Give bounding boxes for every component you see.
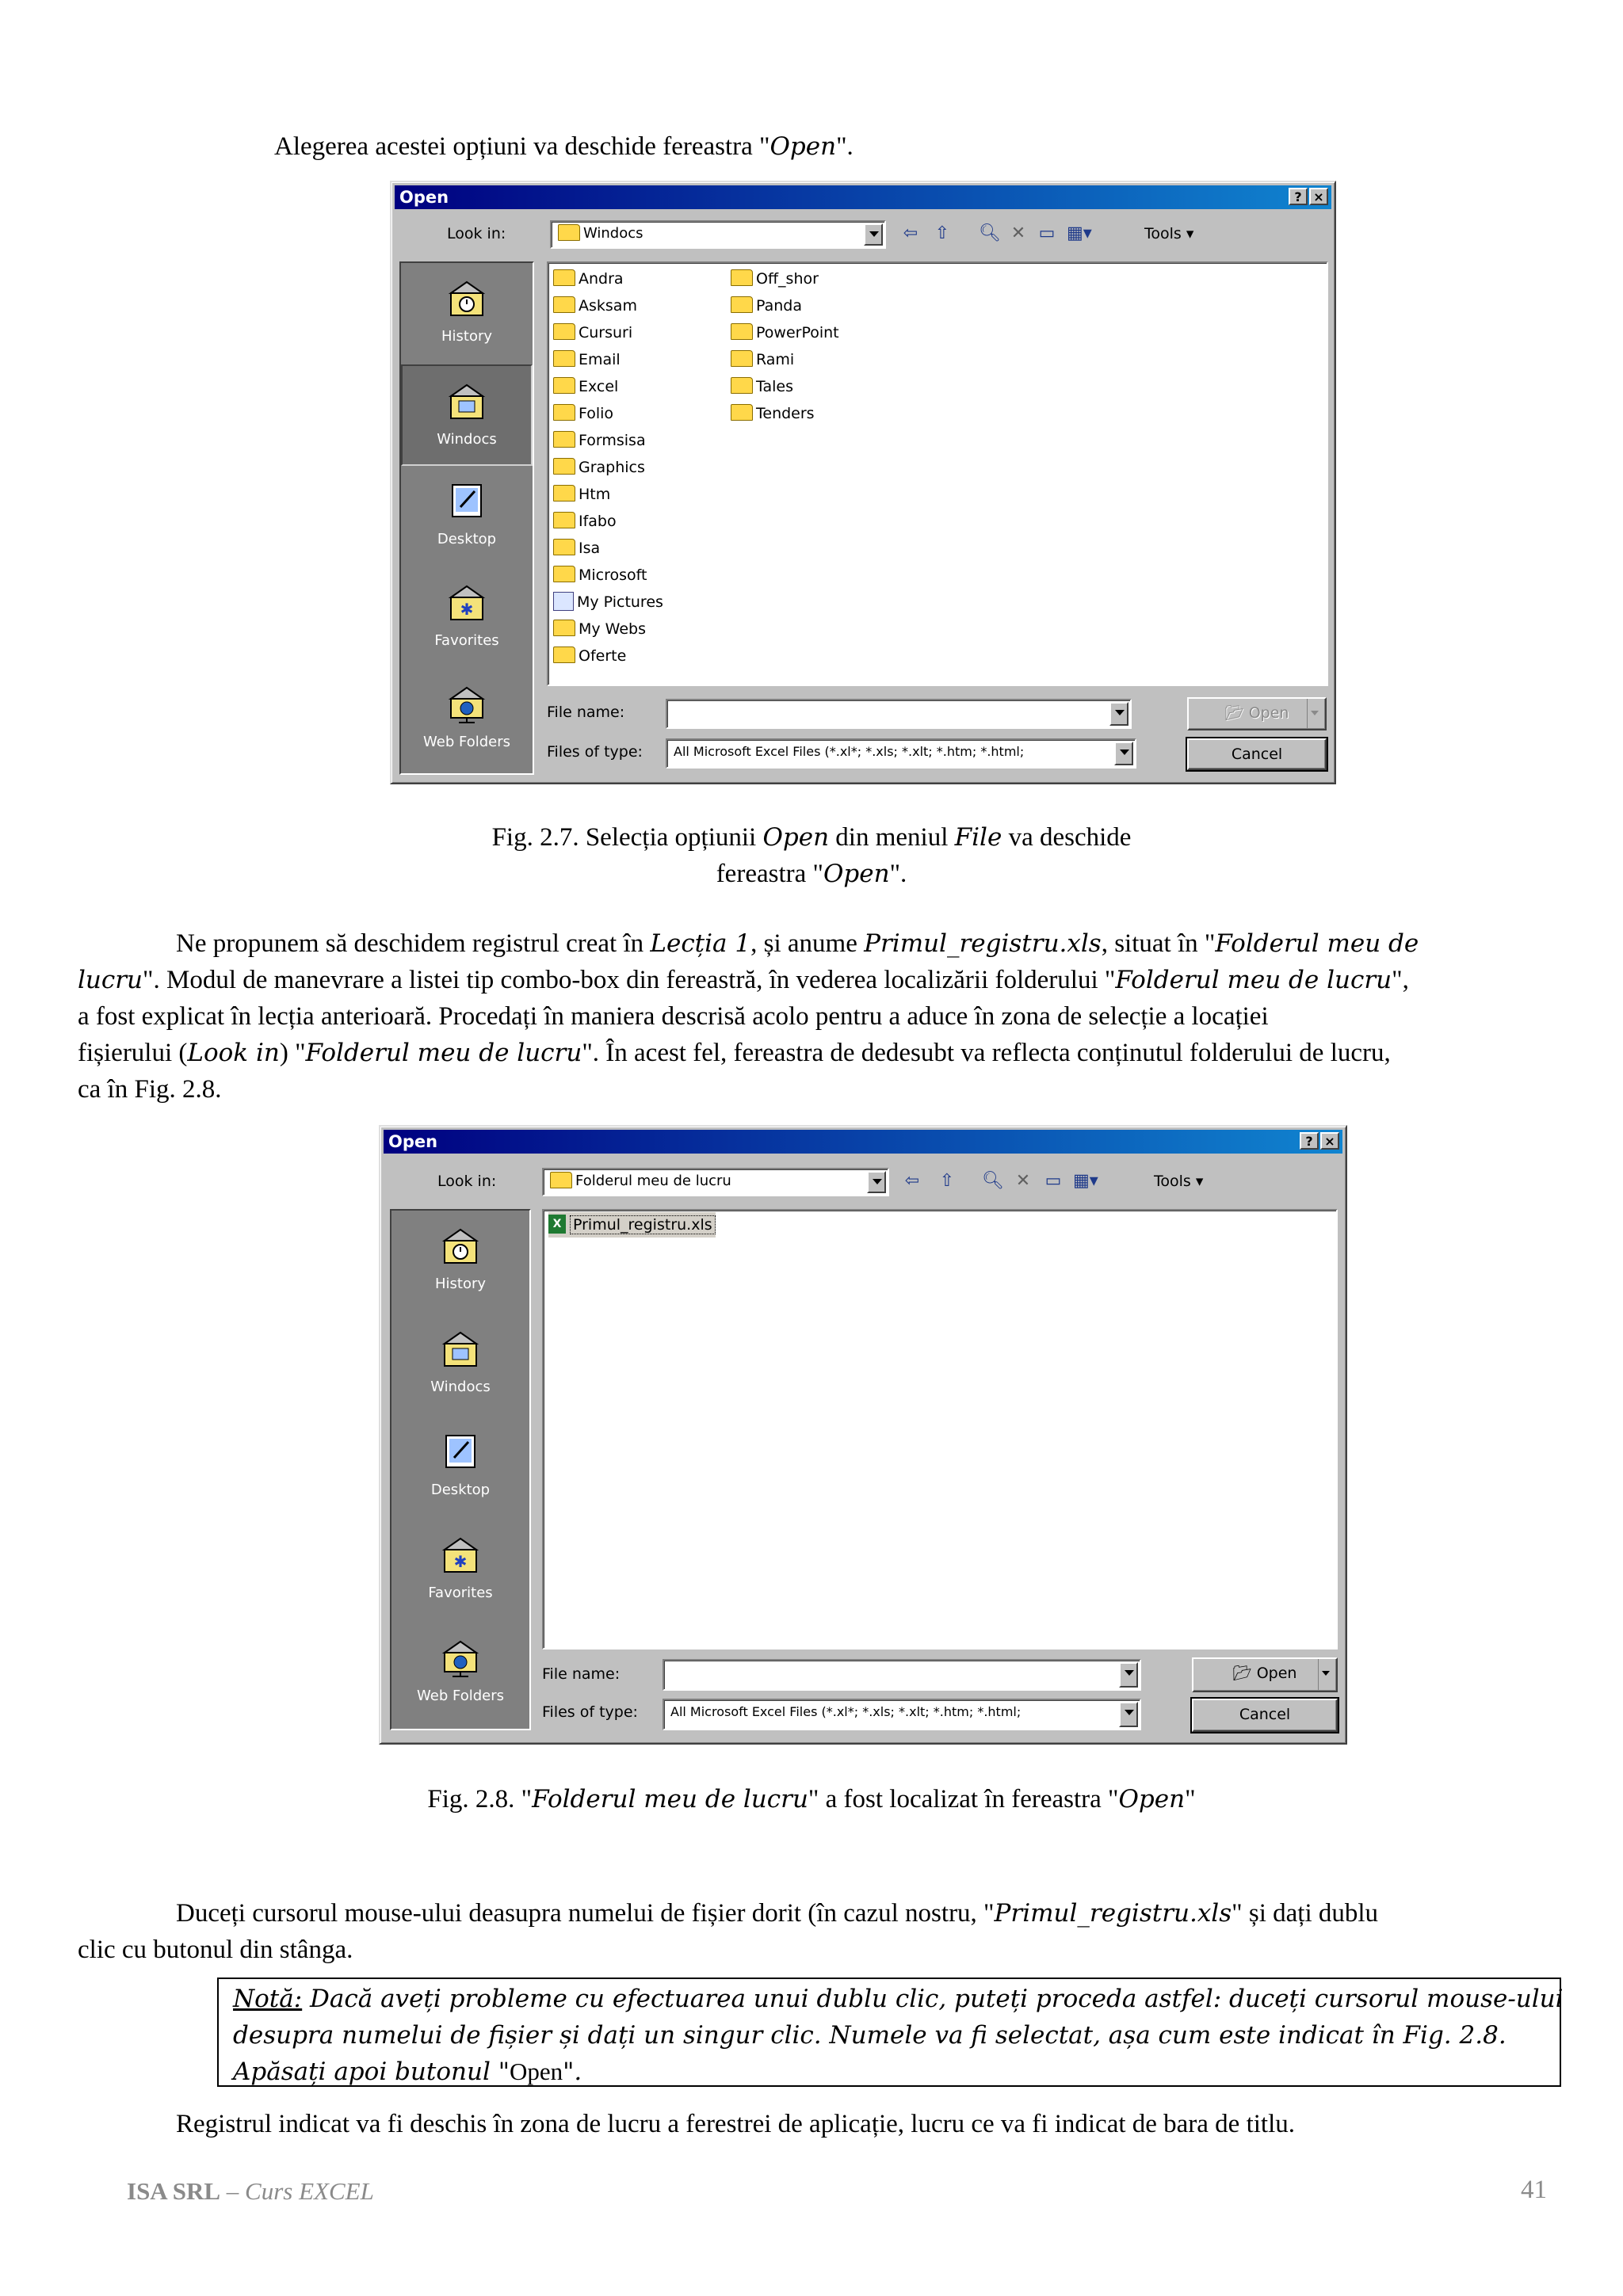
back-icon[interactable]: ⇦ — [903, 223, 918, 243]
list-item[interactable]: Panda — [731, 293, 802, 318]
list-item[interactable]: Isa — [553, 536, 600, 561]
search-web-icon[interactable]: 🔍︎ — [982, 1171, 1004, 1191]
open-dialog-2 — [379, 1125, 1347, 1745]
body-paragraph: Registrul indicat va fi deschis în zona de lucru a ferestrei de aplicație, lucru ce va fi indicat de bara de titlu. — [176, 2110, 1296, 2138]
folder-icon — [553, 431, 575, 448]
list-item[interactable]: Cursuri — [553, 320, 632, 345]
tools-menu[interactable]: Tools ▾ — [1144, 225, 1194, 242]
list-item[interactable]: PowerPoint — [731, 320, 839, 345]
folder-icon — [553, 566, 575, 582]
dialog-title: Open — [388, 1132, 438, 1151]
history-icon — [443, 277, 491, 318]
place-desktop[interactable]: Desktop — [391, 1417, 529, 1518]
list-item[interactable]: Email — [553, 347, 621, 372]
new-folder-icon[interactable]: ▭ — [1038, 223, 1056, 243]
body-paragraph: Duceți cursorul mouse-ului deasupra numelui de fișier dorit (în cazul nostru, "Primul_registru.xls" și dați dublu clic cu butonul din stânga. — [78, 1899, 1379, 1964]
desktop-icon — [443, 480, 491, 521]
folder-icon — [731, 296, 753, 313]
favorites-icon — [443, 582, 491, 623]
place-history[interactable]: History — [391, 1211, 529, 1312]
file-list[interactable] — [547, 261, 1328, 686]
look-in-label: Look in: — [447, 225, 506, 242]
place-favorites[interactable]: ✱ Favorites — [391, 1520, 529, 1621]
chevron-down-icon[interactable] — [864, 223, 883, 246]
chevron-down-icon[interactable] — [867, 1171, 886, 1193]
web-folders-icon — [437, 1637, 484, 1678]
folder-icon — [553, 269, 575, 286]
place-desktop[interactable]: Desktop — [401, 466, 533, 567]
look-in-combo[interactable]: Folderul meu de lucru — [542, 1168, 889, 1196]
up-folder-icon[interactable]: ⇧ — [934, 223, 950, 243]
dialog-title: Open — [399, 188, 449, 207]
place-web-folders[interactable]: Web Folders — [391, 1623, 529, 1724]
close-button[interactable]: × — [1309, 188, 1328, 205]
folder-icon — [553, 646, 575, 663]
list-item[interactable]: Asksam — [553, 293, 637, 318]
chevron-down-icon[interactable] — [1109, 702, 1128, 726]
file-name-label: File name: — [542, 1665, 621, 1683]
list-item[interactable]: Andra — [553, 266, 624, 292]
list-item[interactable]: X Primul_registru.xls — [548, 1212, 716, 1238]
place-favorites[interactable]: ✱ Favorites — [401, 567, 533, 669]
dialog-titlebar[interactable] — [395, 185, 1331, 209]
file-name-input[interactable] — [666, 699, 1132, 729]
footer-title: ISA SRL – Curs EXCEL — [127, 2177, 374, 2205]
look-in-combo[interactable]: Windocs — [550, 220, 886, 249]
cancel-button[interactable]: Cancel — [1192, 1699, 1338, 1732]
delete-icon[interactable]: ✕ — [1010, 223, 1026, 243]
open-button[interactable]: 📂︎ Open — [1187, 697, 1327, 730]
new-folder-icon[interactable]: ▭ — [1044, 1171, 1062, 1191]
delete-icon[interactable]: ✕ — [1015, 1171, 1031, 1191]
folder-icon — [553, 323, 575, 340]
files-of-type-label: Files of type: — [547, 743, 643, 761]
close-button[interactable]: × — [1320, 1132, 1339, 1150]
figure-caption: Fig. 2.8. "Folderul meu de lucru" a fost localizat în fereastra "Open" — [427, 1785, 1196, 1814]
folder-icon — [558, 224, 580, 241]
dialog-titlebar[interactable] — [384, 1130, 1342, 1154]
figure-caption: Fig. 2.7. Selecția opțiunii Open din meniul File va deschide fereastra "Open". — [491, 823, 1132, 888]
list-item[interactable]: Ifabo — [553, 509, 617, 534]
places-bar — [399, 261, 534, 775]
svg-text:✱: ✱ — [453, 1552, 468, 1571]
look-in-label: Look in: — [437, 1173, 497, 1190]
place-web-folders[interactable]: Web Folders — [401, 669, 533, 770]
svg-text:✱: ✱ — [460, 600, 474, 619]
list-item[interactable]: Tales — [731, 374, 793, 399]
files-of-type-select[interactable]: All Microsoft Excel Files (*.xl*; *.xls; *.xlt; *.htm; *.html; — [666, 738, 1136, 769]
folder-icon — [731, 323, 753, 340]
folder-icon — [731, 269, 753, 286]
folder-icon — [553, 512, 575, 528]
note-box: Notă: Dacă aveți probleme cu efectuarea unui dublu clic, puteți proceda astfel: duceți cursorul mouse-ului desupra numelui de fișier și dați un singur clic. Numele va fi selectat, așa cum este indicat în Fig. 2.8. Apăsați apoi butonul "Open". — [217, 1978, 1561, 2087]
list-item[interactable]: Htm — [553, 482, 610, 507]
folder-icon — [553, 485, 575, 502]
open-folder-icon: 📂︎ — [1232, 1665, 1257, 1682]
folder-icon — [437, 1328, 484, 1369]
file-list[interactable] — [542, 1209, 1338, 1650]
up-folder-icon[interactable]: ⇧ — [939, 1171, 955, 1191]
list-item[interactable]: My Pictures — [553, 589, 663, 615]
open-folder-icon: 📂︎ — [1224, 704, 1249, 722]
chevron-down-icon[interactable] — [1119, 1702, 1138, 1727]
help-button[interactable]: ? — [1289, 188, 1308, 205]
folder-icon — [553, 377, 575, 394]
folder-icon — [731, 350, 753, 367]
list-item[interactable]: Formsisa — [553, 428, 646, 453]
web-folders-icon — [443, 683, 491, 724]
folder-icon — [553, 350, 575, 367]
list-item[interactable]: Excel — [553, 374, 618, 399]
folder-icon — [553, 296, 575, 313]
list-item[interactable]: Microsoft — [553, 563, 647, 588]
desktop-icon — [437, 1431, 484, 1472]
excel-file-icon: X — [548, 1215, 566, 1234]
folder-icon — [553, 539, 575, 555]
list-item[interactable]: Folio — [553, 401, 613, 426]
files-of-type-select[interactable]: All Microsoft Excel Files (*.xl*; *.xls; *.xlt; *.htm; *.html; — [663, 1699, 1141, 1730]
folder-icon — [443, 380, 491, 421]
chevron-down-icon[interactable] — [1307, 699, 1325, 729]
cancel-button[interactable]: Cancel — [1187, 738, 1327, 770]
folder-icon — [550, 1172, 572, 1188]
file-name-label: File name: — [547, 704, 625, 721]
open-button[interactable]: 📂︎ Open — [1192, 1657, 1338, 1692]
folder-icon — [731, 377, 753, 394]
views-icon[interactable]: ▦▾ — [1067, 223, 1092, 243]
files-of-type-label: Files of type: — [542, 1703, 638, 1721]
favorites-icon — [437, 1534, 484, 1575]
open-dialog-1 — [390, 181, 1336, 784]
history-icon — [437, 1225, 484, 1266]
help-button[interactable]: ? — [1300, 1132, 1319, 1150]
folder-icon — [553, 620, 575, 636]
folder-icon — [553, 458, 575, 475]
search-web-icon[interactable]: 🔍︎ — [979, 223, 1001, 243]
chevron-down-icon[interactable] — [1318, 1659, 1336, 1691]
places-bar — [390, 1209, 531, 1730]
folder-icon — [731, 404, 753, 421]
list-item[interactable]: Oferte — [553, 643, 626, 669]
list-item[interactable]: My Webs — [553, 616, 646, 642]
chevron-down-icon[interactable] — [1119, 1662, 1138, 1688]
list-item[interactable]: Tenders — [731, 401, 815, 426]
place-windocs[interactable]: Windocs — [391, 1314, 529, 1415]
list-item[interactable]: Rami — [731, 347, 794, 372]
intro-line: Alegerea acestei opțiuni va deschide fereastra "Open". — [274, 132, 854, 161]
back-icon[interactable]: ⇦ — [904, 1171, 920, 1191]
page-number: 41 — [1521, 2176, 1547, 2204]
tools-menu[interactable]: Tools ▾ — [1154, 1173, 1204, 1190]
body-paragraph: Ne propunem să deschidem registrul creat în Lecția 1, și anume Primul_registru.xls, situat în "Folderul meu de lucru". Modul de manevrare a listei tip combo-box din fereastră, în vederea localizării folderului "Folderul meu de lucru", a fost explicat în lecția anterioară. Procedați în maniera descrisă acolo pentru a aduce în zona de selecție a locației fișierului (Look in) "Folderul meu de lucru". În acest fel, fereastra de dedesubt va reflecta conținutul folderului de lucru, ca în Fig. 2.8. — [78, 929, 1419, 1104]
place-history[interactable]: History — [401, 263, 533, 364]
list-item[interactable]: Off_shor — [731, 266, 819, 292]
folder-icon — [553, 404, 575, 421]
chevron-down-icon[interactable] — [1114, 742, 1133, 765]
pictures-folder-icon — [553, 592, 574, 611]
place-windocs[interactable]: Windocs — [401, 364, 533, 466]
list-item[interactable]: Graphics — [553, 455, 645, 480]
views-icon[interactable]: ▦▾ — [1073, 1171, 1098, 1191]
file-name-input[interactable] — [663, 1659, 1141, 1691]
